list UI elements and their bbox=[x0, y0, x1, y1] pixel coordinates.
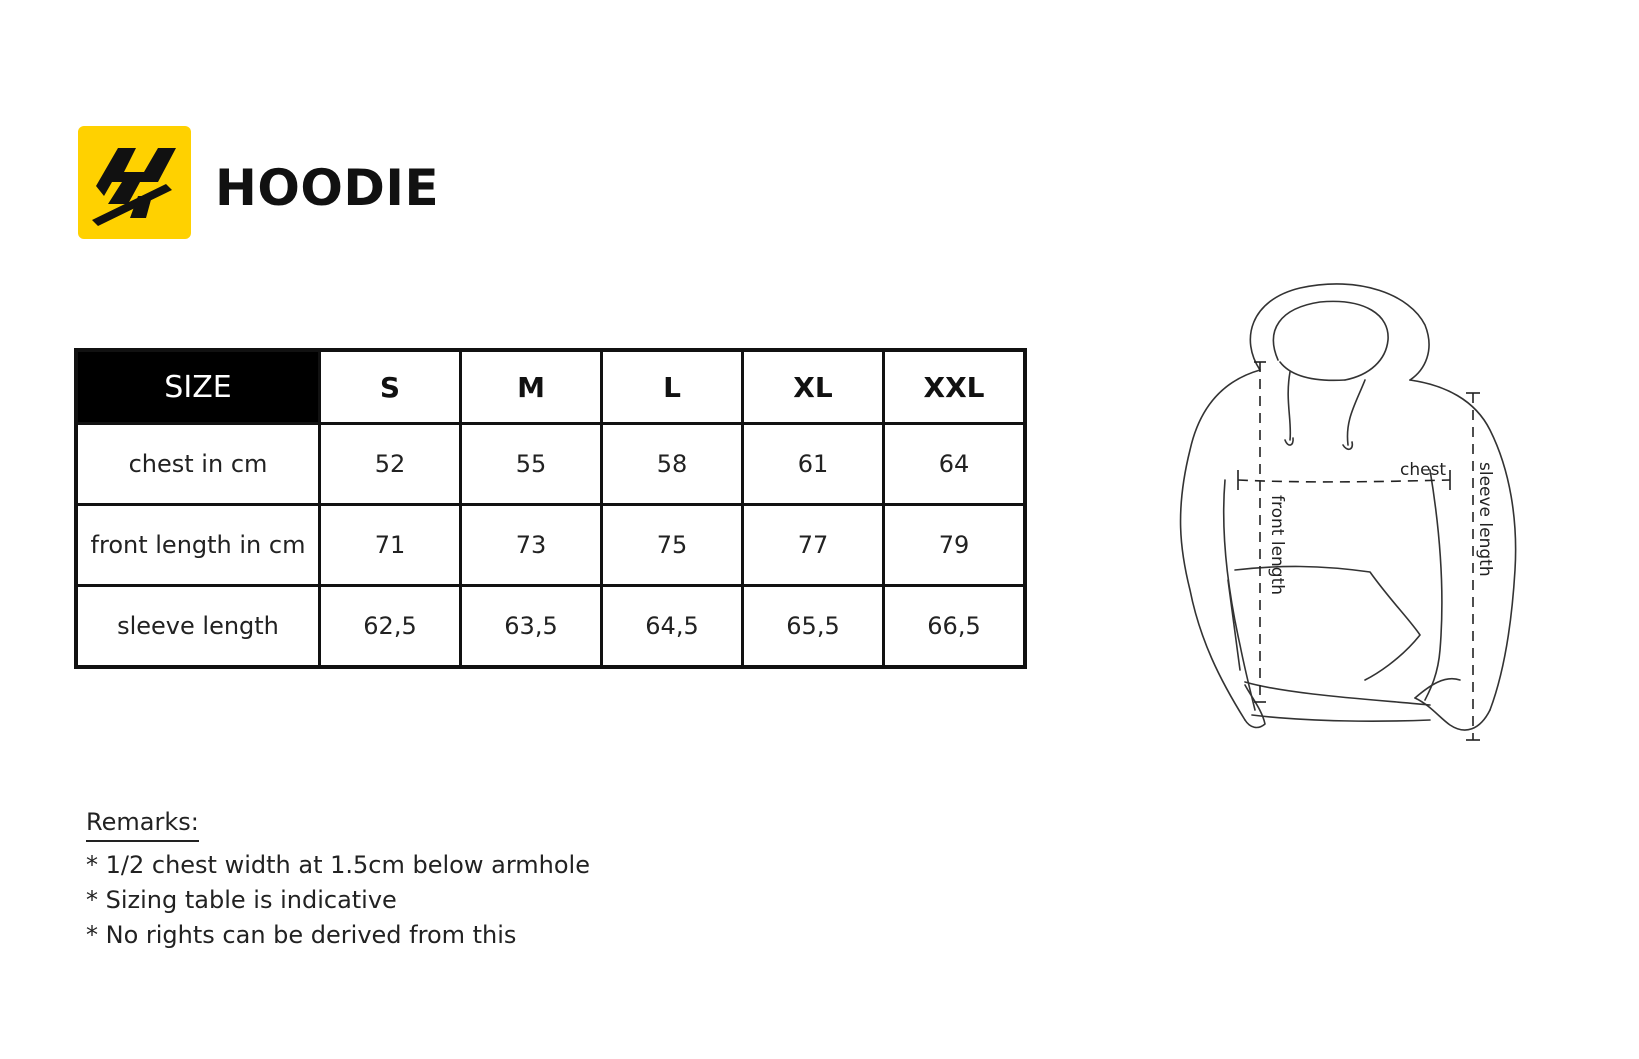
remark-item: * No rights can be derived from this bbox=[86, 921, 517, 949]
hoodie-measurement-diagram bbox=[1140, 280, 1560, 790]
table-cell: 52 bbox=[320, 424, 461, 505]
table-cell: 64,5 bbox=[602, 586, 743, 668]
table-cell: 64 bbox=[884, 424, 1026, 505]
table-cell: 77 bbox=[743, 505, 884, 586]
table-cell: 71 bbox=[320, 505, 461, 586]
table-cell: 65,5 bbox=[743, 586, 884, 668]
chest-label: chest bbox=[1400, 460, 1447, 480]
remark-item: * Sizing table is indicative bbox=[86, 886, 397, 914]
remarks-heading: Remarks: bbox=[86, 808, 199, 842]
size-column-xxl: XXL bbox=[884, 350, 1026, 424]
brand-logo-icon bbox=[78, 126, 191, 239]
table-row bbox=[76, 586, 1025, 668]
table-header-row bbox=[76, 350, 1025, 424]
table-cell: 62,5 bbox=[320, 586, 461, 668]
table-cell: 75 bbox=[602, 505, 743, 586]
table-cell: 66,5 bbox=[884, 586, 1026, 668]
size-column-m: M bbox=[461, 350, 602, 424]
front-length-label: front length bbox=[1267, 495, 1287, 596]
table-cell: 63,5 bbox=[461, 586, 602, 668]
row-label: chest in cm bbox=[76, 424, 320, 505]
size-column-l: L bbox=[602, 350, 743, 424]
table-cell: 79 bbox=[884, 505, 1026, 586]
table-cell: 55 bbox=[461, 424, 602, 505]
table-row bbox=[76, 505, 1025, 586]
table-cell: 58 bbox=[602, 424, 743, 505]
remarks-section bbox=[86, 808, 590, 953]
size-chart-table bbox=[74, 348, 1027, 669]
size-header-cell: SIZE bbox=[76, 350, 320, 424]
page-title: HOODIE bbox=[215, 159, 440, 217]
table-cell: 61 bbox=[743, 424, 884, 505]
size-column-xl: XL bbox=[743, 350, 884, 424]
remark-item: * 1/2 chest width at 1.5cm below armhole bbox=[86, 851, 590, 879]
sleeve-length-label: sleeve length bbox=[1475, 462, 1495, 577]
size-column-s: S bbox=[320, 350, 461, 424]
row-label: sleeve length bbox=[76, 586, 320, 668]
row-label: front length in cm bbox=[76, 505, 320, 586]
table-row bbox=[76, 424, 1025, 505]
table-cell: 73 bbox=[461, 505, 602, 586]
